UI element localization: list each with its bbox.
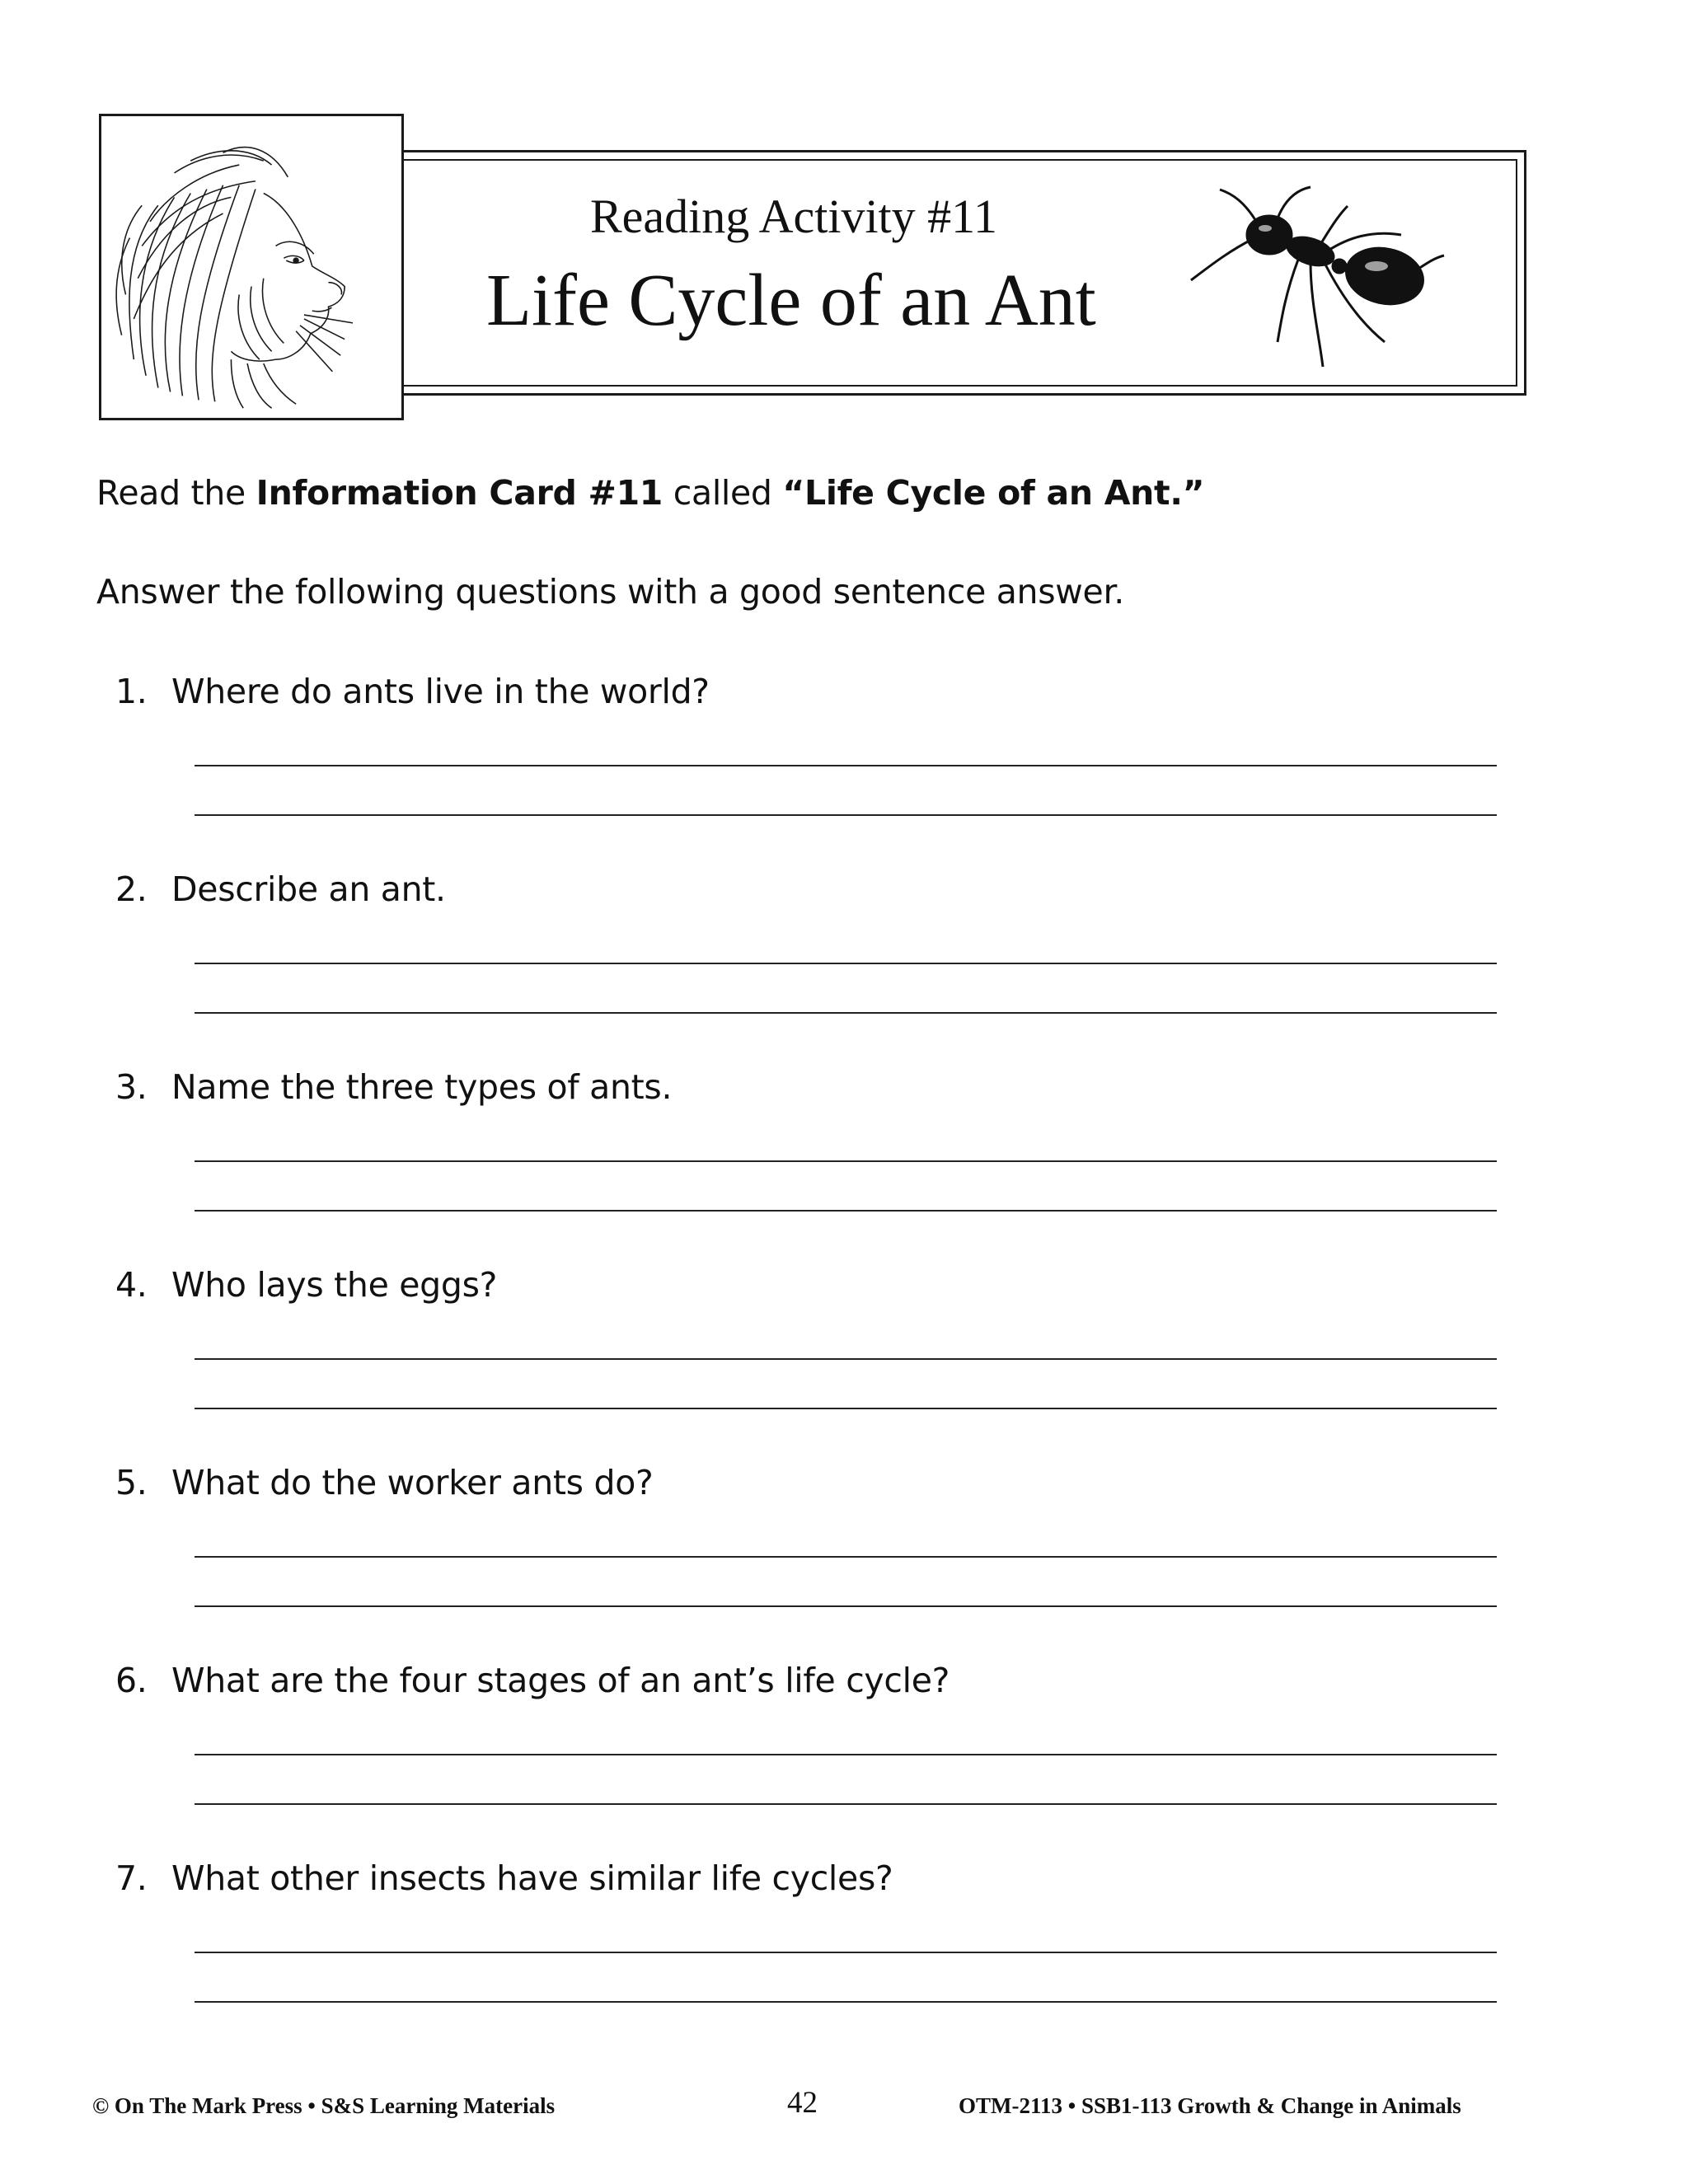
page-title: Life Cycle of an Ant — [486, 260, 1096, 341]
answer-line-5b[interactable] — [195, 1605, 1497, 1607]
activity-label: Reading Activity #11 — [590, 190, 998, 243]
ant-icon — [1187, 177, 1451, 375]
answer-line-1a[interactable] — [195, 765, 1497, 766]
question-6 — [115, 1661, 950, 1700]
question-text: What are the four stages of an ant’s life cycle? — [171, 1661, 950, 1700]
answer-instruction: Answer the following questions with a good sentence answer. — [96, 572, 1124, 612]
answer-line-3a[interactable] — [195, 1160, 1497, 1162]
question-number: 1. — [115, 672, 148, 711]
question-number: 4. — [115, 1265, 148, 1305]
lion-illustration-frame — [99, 114, 404, 420]
read-prefix: Read the — [96, 473, 256, 513]
answer-line-4b[interactable] — [195, 1408, 1497, 1409]
question-text: Describe an ant. — [171, 869, 446, 909]
answer-line-5a[interactable] — [195, 1556, 1497, 1558]
answer-line-6a[interactable] — [195, 1754, 1497, 1755]
title-banner — [404, 150, 1526, 396]
read-instruction — [96, 473, 1204, 513]
answer-line-1b[interactable] — [195, 814, 1497, 816]
question-2 — [115, 869, 446, 909]
question-text: Name the three types of ants. — [171, 1067, 673, 1107]
answer-line-6b[interactable] — [195, 1803, 1497, 1805]
answer-line-4a[interactable] — [195, 1358, 1497, 1360]
question-text: What do the worker ants do? — [171, 1463, 654, 1502]
answer-line-3b[interactable] — [195, 1210, 1497, 1212]
question-number: 7. — [115, 1858, 148, 1898]
question-number: 3. — [115, 1067, 148, 1107]
question-text: Who lays the eggs? — [171, 1265, 498, 1305]
question-3 — [115, 1067, 672, 1107]
question-4 — [115, 1265, 497, 1305]
question-number: 5. — [115, 1463, 148, 1502]
question-number: 2. — [115, 869, 148, 909]
footer-product-code: OTM-2113 • SSB1-113 Growth & Change in Animals — [959, 2093, 1461, 2118]
called-text: called — [663, 473, 783, 513]
card-title: “Life Cycle of an Ant.” — [782, 473, 1205, 513]
answer-line-7a[interactable] — [195, 1952, 1497, 1953]
question-text: What other insects have similar life cycles? — [171, 1858, 893, 1898]
footer-publisher: © On The Mark Press • S&S Learning Materials — [92, 2093, 556, 2118]
answer-line-7b[interactable] — [195, 2001, 1497, 2003]
answer-line-2b[interactable] — [195, 1012, 1497, 1014]
lion-icon — [101, 116, 401, 418]
question-text: Where do ants live in the world? — [171, 672, 710, 711]
card-name: Information Card #11 — [256, 473, 663, 513]
question-5 — [115, 1463, 653, 1502]
question-7 — [115, 1858, 893, 1898]
question-1 — [115, 672, 710, 711]
answer-line-2a[interactable] — [195, 963, 1497, 964]
question-number: 6. — [115, 1661, 148, 1700]
page-number: 42 — [787, 2086, 818, 2120]
